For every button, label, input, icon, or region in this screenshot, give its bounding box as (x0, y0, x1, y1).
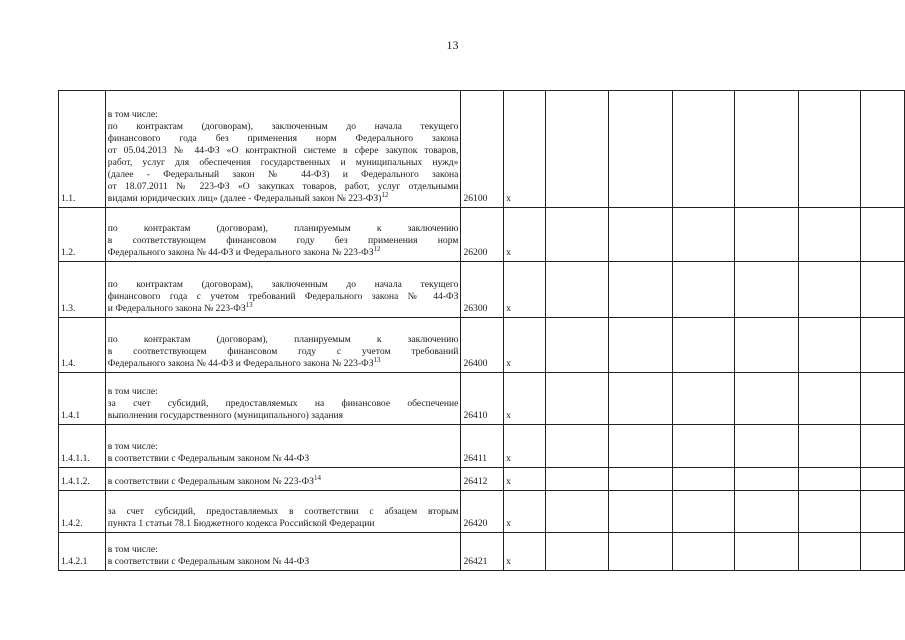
description-line-text: работ, услуг для обеспечения государственных и муниципальных нужд» (107, 157, 459, 168)
description-line (108, 398, 459, 410)
description-line-text: Федерального закона № 44-ФЗ и Федерального закона № 223-ФЗ (107, 358, 374, 369)
description-line-text: по контрактам (договорам), заключенным до начала текущего (107, 279, 459, 290)
row-number: 1.3. (59, 262, 106, 318)
row-code: 26400 (461, 318, 504, 373)
description-line-text: Федерального закона № 44-ФЗ и Федерального закона № 223-ФЗ (107, 247, 374, 258)
description-line (108, 410, 459, 422)
empty-value-cell (546, 425, 609, 468)
description-line-text: и Федерального закона № 223-ФЗ (107, 303, 246, 314)
description-line-text: в соответствии с Федеральным законом № 223-ФЗ (107, 476, 314, 487)
description-line-text: в соответствии с Федеральным законом № 44-ФЗ (107, 556, 310, 567)
empty-value-cell (672, 533, 735, 571)
row-description (105, 262, 461, 318)
empty-value-cell (735, 262, 799, 318)
empty-value-cell (672, 491, 735, 533)
empty-value-cell (861, 91, 905, 208)
description-line (108, 235, 459, 247)
row-lead-text: в том числе: (107, 441, 158, 452)
description-line (108, 556, 459, 568)
empty-value-cell (608, 491, 672, 533)
empty-value-cell (798, 373, 861, 425)
empty-value-cell (735, 533, 799, 571)
row-lead-text: в том числе: (107, 109, 158, 120)
row-code: 26412 (461, 468, 504, 491)
row-description (105, 208, 461, 262)
row-number: 1.4.1 (59, 373, 106, 425)
description-line (108, 334, 459, 346)
description-line-text: за счет субсидий, предоставляемых в соответствии с абзацем вторым (107, 506, 459, 517)
row-description (105, 373, 461, 425)
row-number: 1.4.2. (59, 491, 106, 533)
empty-value-cell (672, 373, 735, 425)
row-description (105, 91, 461, 208)
empty-value-cell (546, 318, 609, 373)
empty-value-cell (735, 373, 799, 425)
empty-value-cell (735, 208, 799, 262)
description-line-text: выполнения государственного (муниципального) задания (107, 410, 344, 421)
description-line-text: по контрактам (договорам), планируемым к заключению (107, 334, 459, 345)
empty-value-cell (861, 468, 905, 491)
row-number: 1.2. (59, 208, 106, 262)
empty-value-cell (735, 491, 799, 533)
row-description (105, 533, 461, 571)
page-number: 13 (446, 38, 459, 52)
empty-value-cell (798, 318, 861, 373)
row-lead-text: в том числе: (107, 386, 158, 397)
description-line-text: по контрактам (договорам), планируемым к заключению (107, 223, 459, 234)
empty-value-cell (798, 208, 861, 262)
row-description (105, 468, 461, 491)
description-line (108, 476, 459, 488)
empty-value-cell (546, 373, 609, 425)
description-line (108, 157, 459, 169)
row-code: 26421 (461, 533, 504, 571)
empty-value-cell (546, 533, 609, 571)
description-line (108, 279, 459, 291)
description-line (108, 223, 459, 235)
description-line (108, 453, 459, 465)
empty-value-cell (798, 425, 861, 468)
row-code: 26300 (461, 262, 504, 318)
empty-value-cell (735, 91, 799, 208)
description-line (108, 506, 459, 518)
empty-value-cell (546, 491, 609, 533)
footnote-ref: 12 (373, 245, 381, 253)
empty-value-cell (672, 91, 735, 208)
description-line-text: видами юридических лиц» (далее - Федеральный закон № 223-ФЗ) (107, 193, 382, 204)
table-row (59, 373, 905, 425)
description-line-text: за счет субсидий, предоставляемых на финансовое обеспечение (107, 398, 459, 409)
description-line (108, 121, 459, 133)
empty-value-cell (608, 468, 672, 491)
row-number: 1.4.1.2. (59, 468, 106, 491)
description-line (108, 133, 459, 145)
empty-value-cell (546, 262, 609, 318)
empty-value-cell (798, 262, 861, 318)
table-row (59, 533, 905, 571)
row-lead-text: в том числе: (107, 544, 158, 555)
description-line-text: в соответствии с Федеральным законом № 44-ФЗ (107, 453, 310, 464)
empty-value-cell (672, 468, 735, 491)
table-row (59, 208, 905, 262)
row-x-mark: x (504, 318, 546, 373)
empty-value-cell (672, 425, 735, 468)
empty-value-cell (608, 373, 672, 425)
empty-value-cell (735, 318, 799, 373)
empty-value-cell (798, 468, 861, 491)
description-line (108, 181, 459, 193)
row-x-mark: x (504, 468, 546, 491)
empty-value-cell (735, 468, 799, 491)
empty-value-cell (798, 491, 861, 533)
description-line-text: финансового года с учетом требований Федерального закона № 44-ФЗ (107, 291, 459, 302)
table-row (59, 318, 905, 373)
description-line (108, 169, 459, 181)
row-number: 1.4.2.1 (59, 533, 106, 571)
empty-value-cell (861, 208, 905, 262)
description-line (108, 291, 459, 303)
empty-value-cell (672, 262, 735, 318)
row-description (105, 425, 461, 468)
empty-value-cell (608, 318, 672, 373)
table-row (59, 91, 905, 208)
description-line-text: от 05.04.2013 № 44-ФЗ «О контрактной системе в сфере закупок товаров, (107, 145, 459, 156)
description-line (108, 518, 459, 530)
empty-value-cell (546, 91, 609, 208)
row-x-mark: x (504, 425, 546, 468)
row-x-mark: x (504, 491, 546, 533)
description-line-text: в соответствующем финансовом году без применения норм (107, 235, 459, 246)
row-x-mark: x (504, 373, 546, 425)
empty-value-cell (861, 425, 905, 468)
row-x-mark: x (504, 533, 546, 571)
empty-value-cell (672, 318, 735, 373)
description-line (108, 145, 459, 157)
empty-value-cell (798, 91, 861, 208)
description-line (108, 247, 459, 259)
empty-value-cell (861, 491, 905, 533)
row-number: 1.1. (59, 91, 106, 208)
report-table (58, 90, 905, 571)
empty-value-cell (608, 262, 672, 318)
description-line-text: в соответствующем финансовом году с учетом требований (107, 346, 459, 357)
description-line (108, 358, 459, 370)
footnote-ref: 13 (245, 301, 253, 309)
row-code: 26420 (461, 491, 504, 533)
empty-value-cell (861, 533, 905, 571)
empty-value-cell (546, 208, 609, 262)
row-description (105, 318, 461, 373)
description-line-text: по контрактам (договорам), заключенным до начала текущего (107, 121, 459, 132)
row-code: 26410 (461, 373, 504, 425)
empty-value-cell (798, 533, 861, 571)
footnote-ref: 13 (373, 356, 381, 364)
empty-value-cell (861, 318, 905, 373)
row-description (105, 491, 461, 533)
row-x-mark: x (504, 91, 546, 208)
table-row (59, 491, 905, 533)
table-row (59, 262, 905, 318)
table-row (59, 425, 905, 468)
description-line (108, 346, 459, 358)
row-number: 1.4. (59, 318, 106, 373)
description-line-text: пункта 1 статьи 78.1 Бюджетного кодекса Российской Федерации (107, 518, 375, 529)
description-line-text: (далее - Федеральный закон № 44-ФЗ) и Федерального закона (107, 169, 459, 180)
row-code: 26411 (461, 425, 504, 468)
row-code: 26100 (461, 91, 504, 208)
footnote-ref: 14 (313, 474, 321, 482)
empty-value-cell (608, 208, 672, 262)
empty-value-cell (861, 373, 905, 425)
empty-value-cell (672, 208, 735, 262)
description-line-text: финансового года без применения норм Федерального закона (107, 133, 459, 144)
description-line (108, 303, 459, 315)
empty-value-cell (735, 425, 799, 468)
description-line (108, 193, 459, 205)
row-x-mark: x (504, 208, 546, 262)
row-x-mark: x (504, 262, 546, 318)
row-number: 1.4.1.1. (59, 425, 106, 468)
footnote-ref: 12 (381, 191, 389, 199)
empty-value-cell (546, 468, 609, 491)
empty-value-cell (861, 262, 905, 318)
description-line-text: от 18.07.2011 № 223-ФЗ «О закупках товаров, работ, услуг отдельными (107, 181, 459, 192)
empty-value-cell (608, 425, 672, 468)
empty-value-cell (608, 91, 672, 208)
empty-value-cell (608, 533, 672, 571)
table-row (59, 468, 905, 491)
row-code: 26200 (461, 208, 504, 262)
